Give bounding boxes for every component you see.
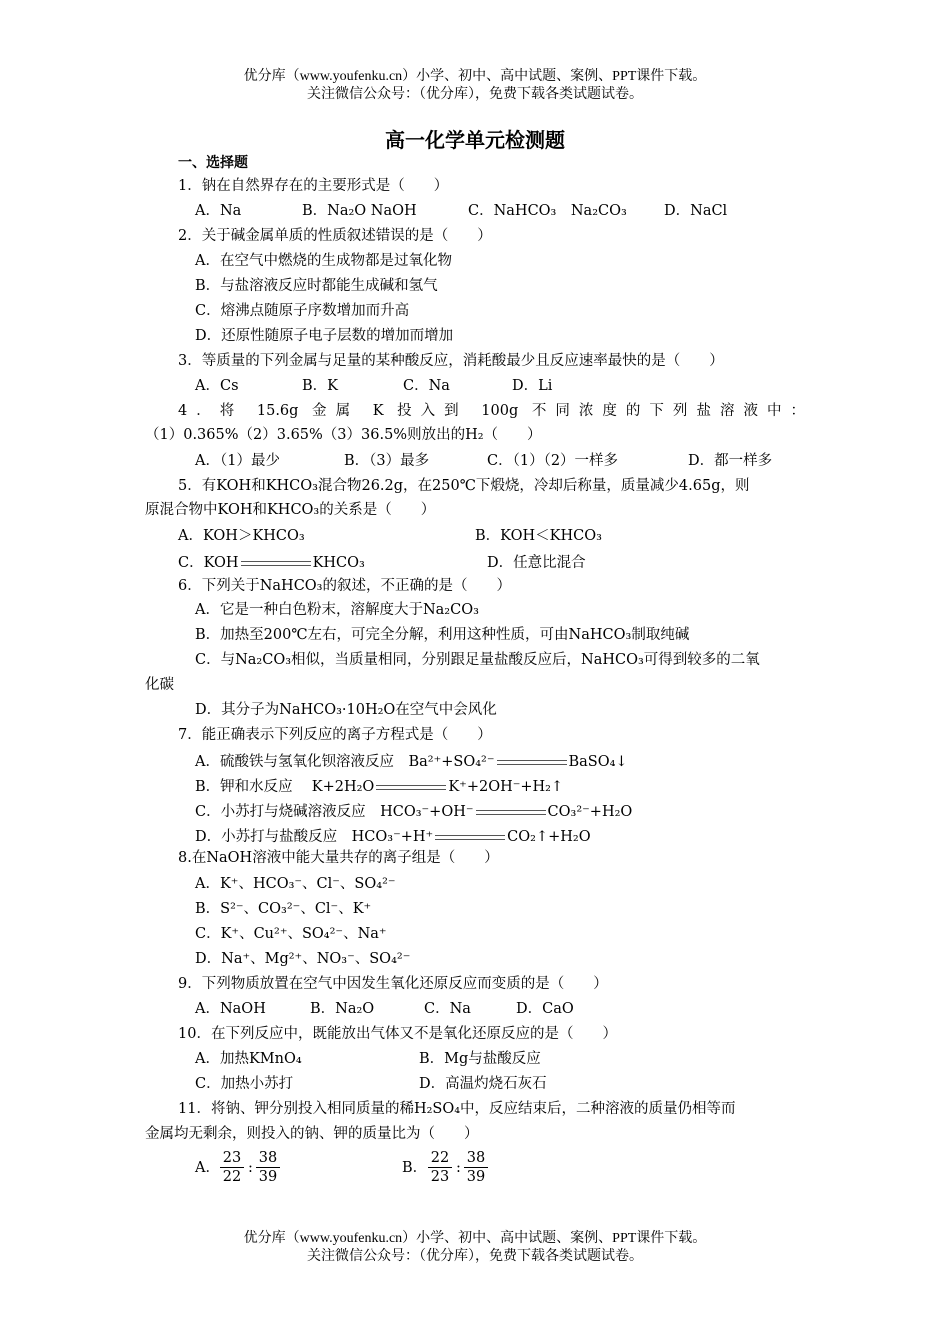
- q7-option-a: [195, 752, 628, 772]
- q6-option-d: D．其分子为NaHCO₃·10H₂O在空气中会风化: [195, 702, 497, 718]
- numerator: 38: [466, 1150, 486, 1166]
- q4-option-c: C．（1）（2）一样多: [487, 453, 619, 469]
- q1-option-d: D．NaCl: [664, 203, 728, 219]
- q4-option-d: D．都一样多: [688, 453, 773, 469]
- q7-option-d-right: CO₂↑+H₂O: [507, 829, 591, 845]
- q11-stem-line-1: 11．将钠、钾分别投入相同质量的稀H₂SO₄中，反应结束后，二种溶液的质量仍相等而: [178, 1101, 736, 1117]
- ratio-colon: :: [248, 1160, 253, 1176]
- q6-option-c-line-2: 化碳: [145, 677, 174, 693]
- q10-option-c: C．加热小苏打: [195, 1076, 294, 1092]
- q4-option-a: A．（1）最少: [195, 453, 280, 469]
- q9-option-c: C．Na: [424, 1001, 471, 1017]
- q1-stem: 1．钠在自然界存在的主要形式是（ ）: [178, 178, 449, 194]
- q7-option-b-right: K⁺+2OH⁻+H₂↑: [448, 779, 564, 795]
- q2-option-c: C．熔沸点随原子序数增加而升高: [195, 303, 410, 319]
- q2-option-a: A．在空气中燃烧的生成物都是过氧化物: [195, 253, 452, 269]
- equals-sign-icon: [376, 785, 446, 790]
- q8-stem: 8.在NaOH溶液中能大量共存的离子组是（ ）: [178, 850, 499, 866]
- q5-stem-line-2: 原混合物中KOH和KHCO₃的关系是（ ）: [145, 502, 436, 518]
- q6-option-c-line-1: C．与Na₂CO₃相似，当质量相同，分别跟足量盐酸反应后，NaHCO₃可得到较多的二氧: [195, 652, 760, 668]
- q5-option-b: B．KOH＜KHCO₃: [475, 528, 602, 544]
- footer-line-2: 关注微信公众号：（优分库），免费下载各类试题试卷。: [307, 1249, 643, 1264]
- q9-option-b: B．Na₂O: [310, 1001, 375, 1017]
- q5-option-d: D．任意比混合: [487, 555, 586, 571]
- q4-option-b: B．（3）最多: [344, 453, 430, 469]
- equals-sign-icon: [435, 835, 505, 840]
- q3-option-c: C．Na: [403, 378, 450, 394]
- q11-option-b-fraction-2: [464, 1149, 488, 1186]
- denominator: 22: [220, 1167, 244, 1186]
- q1-option-b: B．Na₂O NaOH: [302, 203, 417, 219]
- denominator: 39: [464, 1167, 488, 1186]
- q7-option-a-right: BaSO₄↓: [568, 754, 628, 770]
- q7-option-d: [195, 827, 591, 847]
- q2-stem: 2．关于碱金属单质的性质叙述错误的是（ ）: [178, 228, 492, 244]
- q11-option-b-fraction-1: [428, 1149, 452, 1186]
- header-line-1: 优分库（www.youfenku.cn）小学、初中、高中试题、案例、PPT课件下载。: [243, 69, 707, 84]
- equals-sign-icon: [241, 561, 311, 566]
- equals-sign-icon: [476, 810, 546, 815]
- q2-option-d: D．还原性随原子电子层数的增加而增加: [195, 328, 454, 344]
- q6-stem: 6．下列关于NaHCO₃的叙述，不正确的是（ ）: [178, 578, 511, 594]
- q2-option-b: B．与盐溶液反应时都能生成碱和氢气: [195, 278, 438, 294]
- equals-sign-icon: [497, 760, 567, 765]
- q10-stem: 10．在下列反应中，既能放出气体又不是氧化还原反应的是（ ）: [178, 1026, 617, 1042]
- q7-option-c-right: CO₃²⁻+H₂O: [547, 804, 633, 820]
- q7-option-b: [195, 777, 563, 797]
- q8-option-d: D．Na⁺、Mg²⁺、NO₃⁻、SO₄²⁻: [195, 951, 411, 967]
- q11-option-b-label: B．: [402, 1160, 428, 1176]
- q7-option-b-left: B．钾和水反应 K+2H₂O: [195, 779, 375, 795]
- q8-option-c: C．K⁺、Cu²⁺、SO₄²⁻、Na⁺: [195, 926, 387, 942]
- q3-option-a: A．Cs: [195, 378, 239, 394]
- q10-option-a: A．加热KMnO₄: [195, 1051, 302, 1067]
- q3-option-b: B．K: [302, 378, 338, 394]
- q11-stem-line-2: 金属均无剩余，则投入的钠、钾的质量比为（ ）: [145, 1126, 479, 1142]
- q1-option-c: C．NaHCO₃ Na₂CO₃: [468, 203, 627, 219]
- q8-option-b: B．S²⁻、CO₃²⁻、Cl⁻、K⁺: [195, 901, 372, 917]
- numerator: 22: [430, 1150, 450, 1166]
- q1-option-a: A．Na: [195, 203, 242, 219]
- q11-option-a-fraction-1: [220, 1149, 244, 1186]
- q9-stem: 9．下列物质放置在空气中因发生氧化还原反应而变质的是（ ）: [178, 976, 608, 992]
- q7-option-c-left: C．小苏打与烧碱溶液反应 HCO₃⁻+OH⁻: [195, 804, 474, 820]
- q7-stem: 7．能正确表示下列反应的离子方程式是（ ）: [178, 727, 492, 743]
- q4-stem-line-1: 4．将 15.6g 金属 K 投入到 100g 不同浓度的下列盐溶液中：: [178, 403, 805, 419]
- q11-option-a-fraction-2: [256, 1149, 280, 1186]
- denominator: 39: [256, 1167, 280, 1186]
- section-heading: 一、选择题: [178, 155, 248, 171]
- q5-option-c-right: KHCO₃: [312, 555, 365, 571]
- q6-option-a: A．它是一种白色粉末，溶解度大于Na₂CO₃: [195, 602, 479, 618]
- q5-option-a: A．KOH＞KHCO₃: [178, 528, 305, 544]
- q9-option-a: A．NaOH: [195, 1001, 266, 1017]
- q4-stem-line-2: （1）0.365%（2）3.65%（3）36.5%则放出的H₂（ ）: [145, 427, 542, 443]
- q7-option-c: [195, 802, 632, 822]
- numerator: 38: [258, 1150, 278, 1166]
- q3-stem: 3．等质量的下列金属与足量的某种酸反应，消耗酸最少且反应速率最快的是（ ）: [178, 353, 724, 369]
- q7-option-d-left: D．小苏打与盐酸反应 HCO₃⁻+H⁺: [195, 829, 434, 845]
- q5-option-c: [178, 553, 365, 573]
- q10-option-d: D．高温灼烧石灰石: [419, 1076, 547, 1092]
- q5-option-c-left: C．KOH: [178, 555, 239, 571]
- ratio-colon: :: [456, 1160, 461, 1176]
- q8-option-a: A．K⁺、HCO₃⁻、Cl⁻、SO₄²⁻: [195, 876, 396, 892]
- footer-line-1: 优分库（www.youfenku.cn）小学、初中、高中试题、案例、PPT课件下载。: [243, 1231, 707, 1246]
- header-line-2: 关注微信公众号：（优分库），免费下载各类试题试卷。: [307, 87, 643, 102]
- q11-option-a-label: A．: [195, 1160, 220, 1176]
- q5-stem-line-1: 5．有KOH和KHCO₃混合物26.2g，在250℃下煅烧，冷却后称量，质量减少4.65g，则: [178, 478, 750, 494]
- denominator: 23: [428, 1167, 452, 1186]
- q10-option-b: B．Mg与盐酸反应: [419, 1051, 541, 1067]
- q3-option-d: D．Li: [512, 378, 553, 394]
- q6-option-b: B．加热至200℃左右，可完全分解，利用这种性质，可由NaHCO₃制取纯碱: [195, 627, 690, 643]
- page-title: 高一化学单元检测题: [385, 128, 565, 152]
- q7-option-a-left: A．硫酸铁与氢氧化钡溶液反应 Ba²⁺+SO₄²⁻: [195, 754, 495, 770]
- q9-option-d: D．CaO: [516, 1001, 574, 1017]
- numerator: 23: [222, 1150, 242, 1166]
